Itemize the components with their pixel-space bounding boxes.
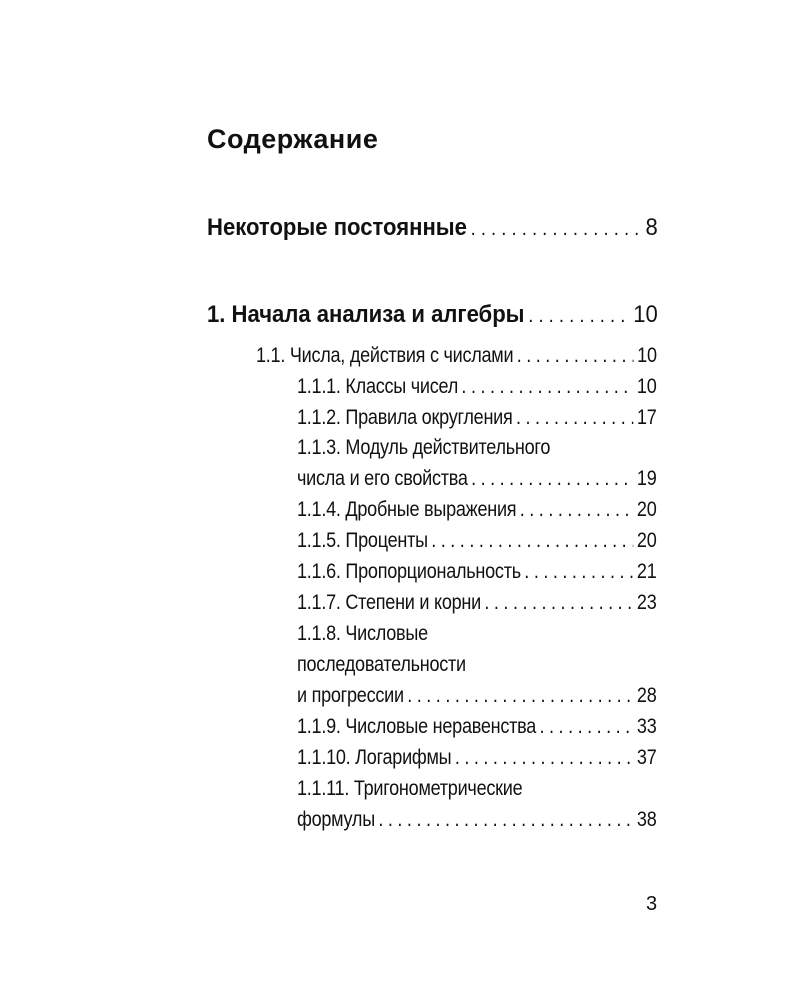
toc-entry-label: 1.1.1. Классы чисел <box>297 375 458 398</box>
dot-leader <box>516 406 633 430</box>
toc-entry-page: 17 <box>636 406 657 429</box>
dot-leader <box>524 560 633 584</box>
toc-entry-constants[interactable] <box>207 214 658 242</box>
dot-leader <box>431 529 633 553</box>
toc-entry-label: 1.1.2. Правила округления <box>297 406 513 429</box>
dot-leader <box>528 305 629 328</box>
toc-entry-page: 19 <box>636 467 657 490</box>
toc-entry-page: 23 <box>636 591 657 614</box>
toc-entry-1-1-7[interactable] <box>297 591 656 615</box>
toc-entry-1-1-11-line1[interactable]: 1.1.11. Тригонометрические <box>297 777 523 800</box>
toc-entry-label: формулы <box>297 808 375 831</box>
toc-entry-label: 1.1.9. Числовые неравенства <box>297 715 537 738</box>
toc-entry-label: числа и его свойства <box>297 467 468 490</box>
page-title: Содержание <box>207 124 379 154</box>
toc-entry-label: 1.1.4. Дробные выражения <box>297 498 517 521</box>
toc-entry-page: 8 <box>645 214 658 241</box>
toc-entry-1-1-1[interactable] <box>297 375 656 399</box>
toc-entry-page: 28 <box>636 684 657 707</box>
toc-entry-page: 10 <box>636 375 657 398</box>
toc-entry-1-1-8-line2[interactable]: последовательности <box>297 653 466 676</box>
dot-leader <box>540 715 634 739</box>
toc-entry-label: и прогрессии <box>297 684 404 707</box>
toc-entry-label: 1.1.7. Степени и корни <box>297 591 481 614</box>
toc-entry-page: 10 <box>633 301 658 328</box>
dot-leader <box>471 218 642 241</box>
toc-entry-1-1-6[interactable] <box>297 560 656 584</box>
toc-entry-chapter-1[interactable] <box>207 301 658 329</box>
dot-leader <box>378 808 633 832</box>
toc-entry-1-1-5[interactable] <box>297 529 656 553</box>
toc-entry-1-1-9[interactable] <box>297 715 656 739</box>
toc-entry-section-1-1[interactable] <box>256 344 657 368</box>
toc-entry-label: 1.1. Числа, действия с числами <box>256 344 514 367</box>
toc-entry-page: 21 <box>636 560 657 583</box>
toc-entry-1-1-8[interactable] <box>297 684 656 708</box>
dot-leader <box>455 746 634 770</box>
toc-entry-page: 38 <box>636 808 657 831</box>
toc-entry-1-1-3[interactable] <box>297 467 656 491</box>
toc-entry-page: 33 <box>636 715 657 738</box>
toc-entry-label: 1.1.10. Логарифмы <box>297 746 452 769</box>
dot-leader <box>407 684 633 708</box>
toc-entry-label: 1.1.6. Пропорциональность <box>297 560 521 583</box>
toc-entry-label: 1.1.5. Проценты <box>297 529 428 552</box>
toc-entry-1-1-2[interactable] <box>297 406 656 430</box>
toc-entry-1-1-10[interactable] <box>297 746 656 770</box>
toc-entry-1-1-4[interactable] <box>297 498 656 522</box>
toc-entry-page: 37 <box>636 746 657 769</box>
dot-leader <box>520 498 634 522</box>
toc-entry-1-1-11[interactable] <box>297 808 656 832</box>
toc-entry-label: Некоторые постоянные <box>207 214 467 241</box>
toc-entry-1-1-3-line1[interactable]: 1.1.3. Модуль действительного <box>297 436 551 459</box>
toc-entry-1-1-8-line1[interactable]: 1.1.8. Числовые <box>297 622 428 645</box>
dot-leader <box>484 591 633 615</box>
page-number: 3 <box>646 893 658 915</box>
toc-entry-label: 1. Начала анализа и алгебры <box>207 301 525 328</box>
dot-leader <box>471 467 633 491</box>
dot-leader <box>517 344 634 368</box>
toc-entry-page: 20 <box>636 498 657 521</box>
dot-leader <box>461 375 633 399</box>
toc-entry-page: 20 <box>636 529 657 552</box>
toc-entry-page: 10 <box>637 344 657 367</box>
